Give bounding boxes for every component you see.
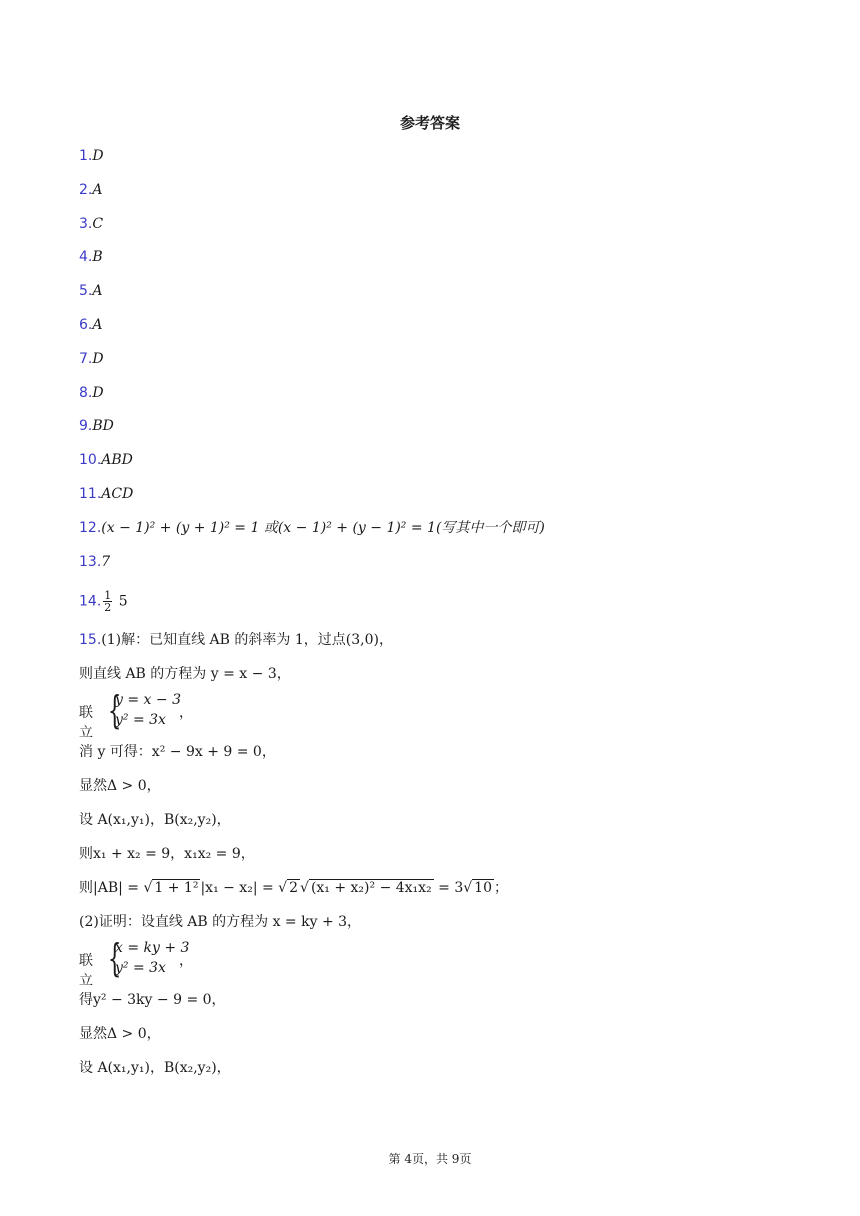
answer-number: 15. (79, 632, 102, 648)
left-brace-icon: { (108, 688, 122, 732)
q15-line-8: (2)证明：设直线 AB 的方程为 x = ky + 3， (79, 914, 362, 930)
radicand: (x₁ + x₂)² − 4x₁x₂ (310, 880, 432, 896)
answer-text: 7 (101, 554, 111, 570)
q15-line-6: 则x₁ + x₂ = 9，x₁x₂ = 9， (79, 846, 255, 862)
solution-text: (1)解：已知直线 AB 的斜率为 1，过点(3,0)， (101, 632, 393, 648)
left-brace-icon: { (108, 936, 122, 980)
answer-number: 1. (79, 148, 93, 164)
answer-text: C (92, 216, 104, 232)
answer-number: 2. (79, 182, 93, 198)
answer-row (79, 518, 545, 538)
answer-number: 13. (79, 554, 102, 570)
fraction (103, 590, 112, 613)
formula-part: √ (300, 880, 309, 896)
answer-number: 4. (79, 249, 93, 265)
q15-line-11: 设 A(x₁,y₁)，B(x₂,y₂)， (79, 1060, 231, 1076)
answer-number: 14. (79, 593, 102, 610)
system-tail: ， (179, 953, 193, 969)
page-footer: 第 4页，共 9页 (388, 1152, 472, 1166)
fraction-denominator: 2 (104, 601, 112, 614)
answer-row (79, 180, 102, 200)
answer-row (79, 281, 102, 301)
answer-number: 10. (79, 452, 102, 468)
answer-row (79, 146, 104, 166)
answer-row (79, 416, 114, 436)
answer-number: 6. (79, 317, 93, 333)
answer-row (79, 450, 133, 470)
system-row-2: y² = 3x (115, 712, 166, 728)
answer-text: A (92, 317, 103, 333)
system-row-1: y = x − 3 (115, 692, 181, 708)
answer-text: A (92, 283, 103, 299)
fraction-numerator: 1 (104, 589, 112, 602)
answer-number: 12. (79, 520, 102, 536)
answer-text: D (92, 148, 104, 164)
radicand: 2 (289, 880, 299, 896)
answer-14 (79, 590, 128, 613)
system-row-2: y² = 3x (115, 960, 166, 976)
answer-number: 11. (79, 486, 102, 502)
formula-part: = 3√ (433, 880, 473, 896)
q15-line-10: 显然Δ > 0， (79, 1026, 161, 1042)
answer-text: D (92, 351, 104, 367)
system-label: 联立 (79, 705, 93, 741)
q15-line-3: 消 y 可得：x² − 9x + 9 = 0， (79, 744, 276, 760)
answer-text: 5 (118, 593, 128, 610)
q15-line-7 (79, 878, 508, 898)
q15-line-9: 得y² − 3ky − 9 = 0， (79, 992, 226, 1008)
answer-row (79, 552, 110, 572)
answer-row (79, 383, 104, 403)
radicand: 1 + 1² (154, 880, 199, 896)
answer-number: 5. (79, 283, 93, 299)
formula-part: 则|AB| = √ (79, 880, 153, 896)
formula-part: ； (493, 880, 508, 896)
answer-text: BD (92, 418, 114, 434)
q15-line-5: 设 A(x₁,y₁)，B(x₂,y₂)， (79, 812, 231, 828)
answer-number: 7. (79, 351, 93, 367)
answer-row (79, 247, 103, 267)
answer-row (79, 214, 103, 234)
q15-line-2: 则直线 AB 的方程为 y = x − 3， (79, 666, 291, 682)
answer-row (79, 349, 104, 369)
q15-line-4: 显然Δ > 0， (79, 778, 161, 794)
answer-text: A (92, 182, 103, 198)
formula-part: |x₁ − x₂| = √ (200, 880, 288, 896)
system-label: 联立 (79, 953, 93, 989)
answer-row (79, 315, 102, 335)
answer-row (79, 484, 133, 504)
answer-text: ACD (101, 486, 134, 502)
answer-text: ABD (101, 452, 133, 468)
answer-text: B (92, 249, 103, 265)
answer-text: (x − 1)² + (y + 1)² = 1 或(x − 1)² + (y − 1)² = 1(写其中一个即可) (101, 520, 545, 536)
page-title: 参考答案 (399, 114, 460, 132)
q15-line-1 (79, 630, 393, 650)
answer-number: 9. (79, 418, 93, 434)
system-row-1: x = ky + 3 (115, 940, 190, 956)
radicand: 10 (474, 880, 492, 896)
system-tail: ， (179, 705, 193, 721)
answer-text: D (92, 385, 104, 401)
answer-number: 3. (79, 216, 93, 232)
answer-number: 8. (79, 385, 93, 401)
